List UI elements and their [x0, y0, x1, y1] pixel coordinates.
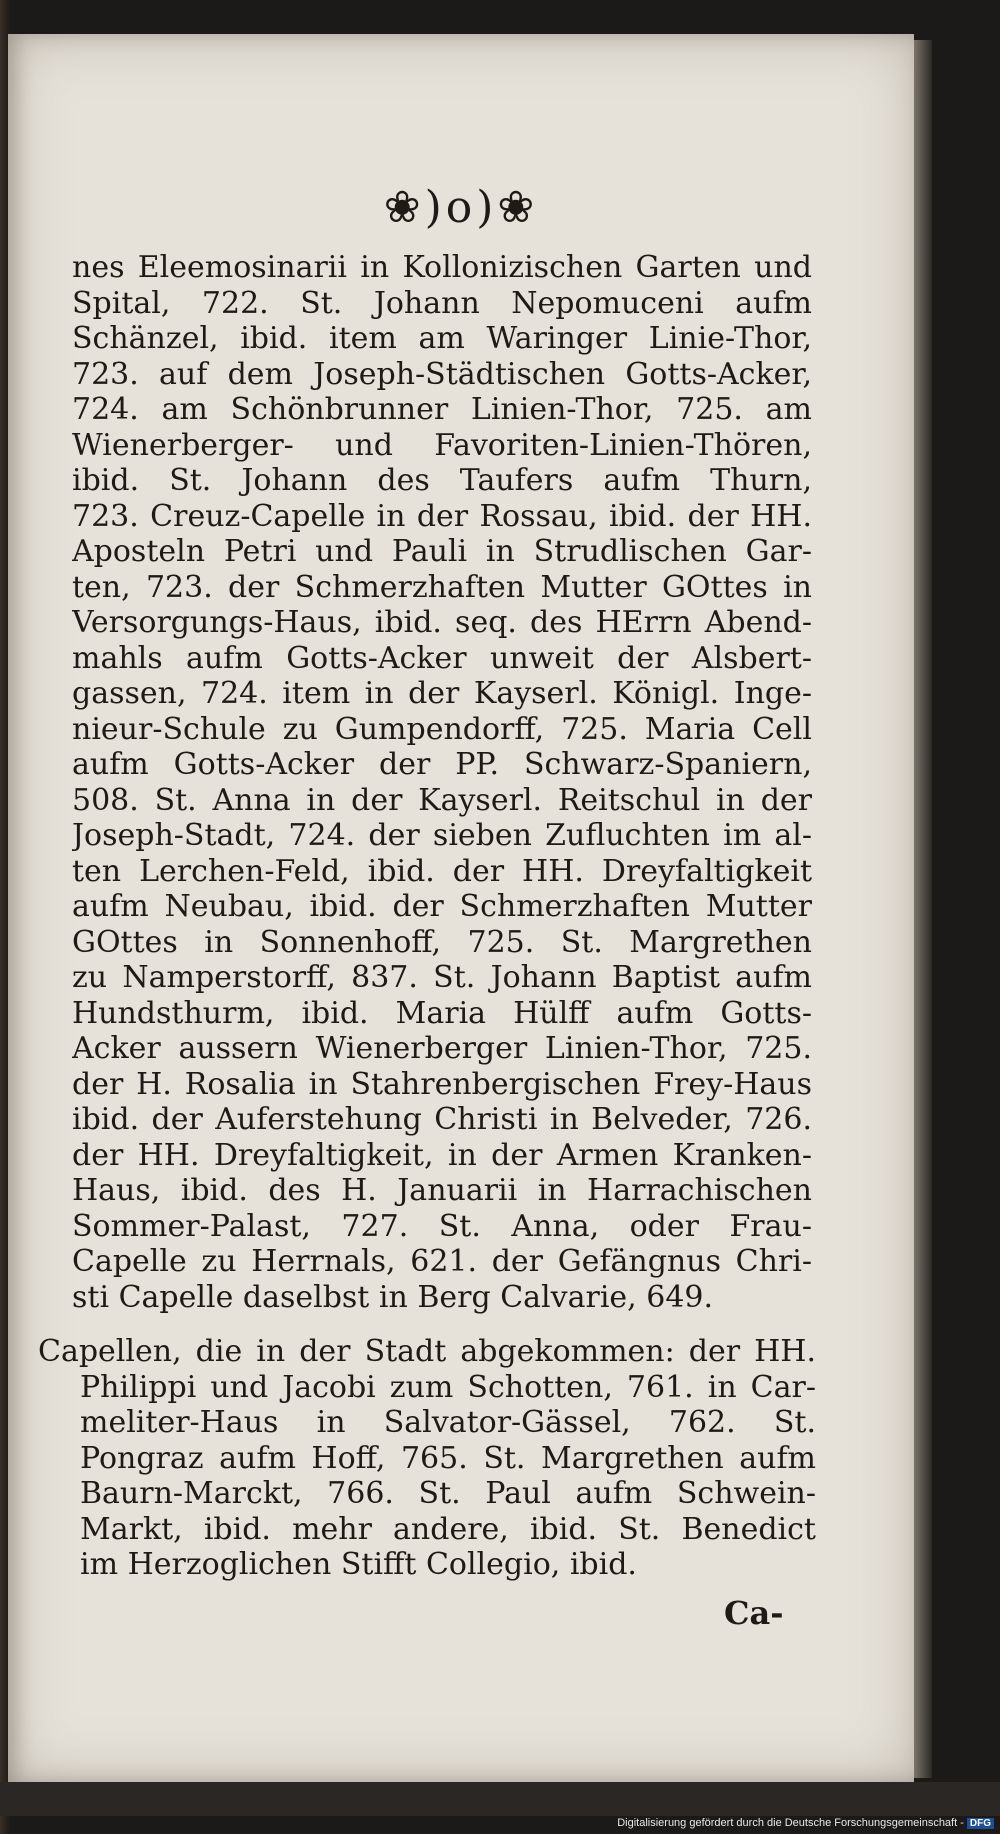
- text-line: Acker aussern Wienerberger Linien-Thor, 725.: [72, 1031, 812, 1066]
- text-line: Capelle zu Herrnals, 621. der Gefängnus Chri-: [72, 1244, 812, 1279]
- text-line: ten Lerchen-Feld, ibid. der HH. Dreyfaltigkeit: [72, 853, 812, 889]
- index-entry-continuation: [72, 250, 812, 1315]
- text-line: 723. Creuz-Capelle in der Rossau, ibid. der HH.: [72, 498, 812, 534]
- text-line: 724. am Schönbrunner Linien-Thor, 725. am: [72, 392, 812, 427]
- dfg-logo: DFG: [967, 1818, 994, 1829]
- text-line: GOttes in Sonnenhoff, 725. St. Margrethen: [72, 924, 812, 960]
- index-entry-capellen: [38, 1334, 816, 1583]
- text-line: Sommer-Palast, 727. St. Anna, oder Frau-: [72, 1208, 812, 1244]
- page-edge-shadow: [914, 40, 932, 1778]
- scan-bottom-band: [0, 1782, 1000, 1816]
- digitization-credit: [617, 1817, 994, 1829]
- text-line: ibid. der Auferstehung Christi in Belveder, 726.: [72, 1102, 812, 1137]
- text-line: Baurn-Marckt, 766. St. Paul aufm Schwein-: [80, 1476, 816, 1511]
- text-line: Aposteln Petri und Pauli in Strudlischen Gar-: [72, 534, 812, 569]
- text-line: der HH. Dreyfaltigkeit, in der Armen Kranken-: [72, 1137, 812, 1173]
- catchword: Ca-: [724, 1594, 784, 1632]
- credit-text: Digitalisierung gefördert durch die Deutsche Forschungsgemeinschaft -: [617, 1817, 964, 1829]
- entry-heading-line: Capellen, die in der Stadt abgekommen: der HH.: [38, 1334, 816, 1369]
- text-line: 723. auf dem Joseph-Städtischen Gotts-Acker,: [72, 356, 812, 392]
- text-line: ibid. St. Johann des Taufers aufm Thurn,: [72, 463, 812, 498]
- text-line: 508. St. Anna in der Kayserl. Reitschul in der: [72, 782, 812, 818]
- text-line: mahls aufm Gotts-Acker unweit der Alsbert-: [72, 640, 812, 676]
- text-line: ten, 723. der Schmerzhaften Mutter GOttes in: [72, 569, 812, 605]
- text-line: Schänzel, ibid. item am Waringer Linie-Thor,: [72, 321, 812, 356]
- text-line: Versorgungs-Haus, ibid. seq. des HErrn Abend-: [72, 605, 812, 640]
- text-line: aufm Gotts-Acker der PP. Schwarz-Spaniern,: [72, 747, 812, 782]
- text-line: sti Capelle daselbst in Berg Calvarie, 649.: [72, 1279, 714, 1315]
- text-line: im Herzoglichen Stifft Collegio, ibid.: [80, 1547, 637, 1582]
- text-line: meliter-Haus in Salvator-Gässel, 762. St.: [80, 1405, 816, 1440]
- text-line: Philippi und Jacobi zum Schotten, 761. in Car-: [80, 1369, 816, 1405]
- text-line: Markt, ibid. mehr andere, ibid. St. Benedict: [80, 1511, 816, 1547]
- text-line: nieur-Schule zu Gumpendorff, 725. Maria Cell: [72, 711, 812, 747]
- text-line: gassen, 724. item in der Kayserl. Königl. Inge-: [72, 676, 812, 711]
- page-header-ornament: ❀)o)❀: [383, 182, 539, 233]
- text-line: der H. Rosalia in Stahrenbergischen Frey-Haus: [72, 1066, 812, 1102]
- text-line: Spital, 722. St. Johann Nepomuceni aufm: [72, 285, 812, 321]
- text-line: Joseph-Stadt, 724. der sieben Zufluchten im al-: [72, 818, 812, 853]
- text-line: Hundsthurm, ibid. Maria Hülff aufm Gotts-: [72, 995, 812, 1031]
- book-page: [8, 34, 914, 1782]
- text-line: nes Eleemosinarii in Kollonizischen Garten und: [72, 250, 812, 285]
- text-line: Haus, ibid. des H. Januarii in Harrachischen: [72, 1173, 812, 1208]
- text-line: zu Namperstorff, 837. St. Johann Baptist aufm: [72, 960, 812, 995]
- text-line: Pongraz aufm Hoff, 765. St. Margrethen aufm: [80, 1440, 816, 1476]
- text-line: aufm Neubau, ibid. der Schmerzhaften Mutter: [72, 889, 812, 924]
- text-line: Wienerberger- und Favoriten-Linien-Thören,: [72, 427, 812, 463]
